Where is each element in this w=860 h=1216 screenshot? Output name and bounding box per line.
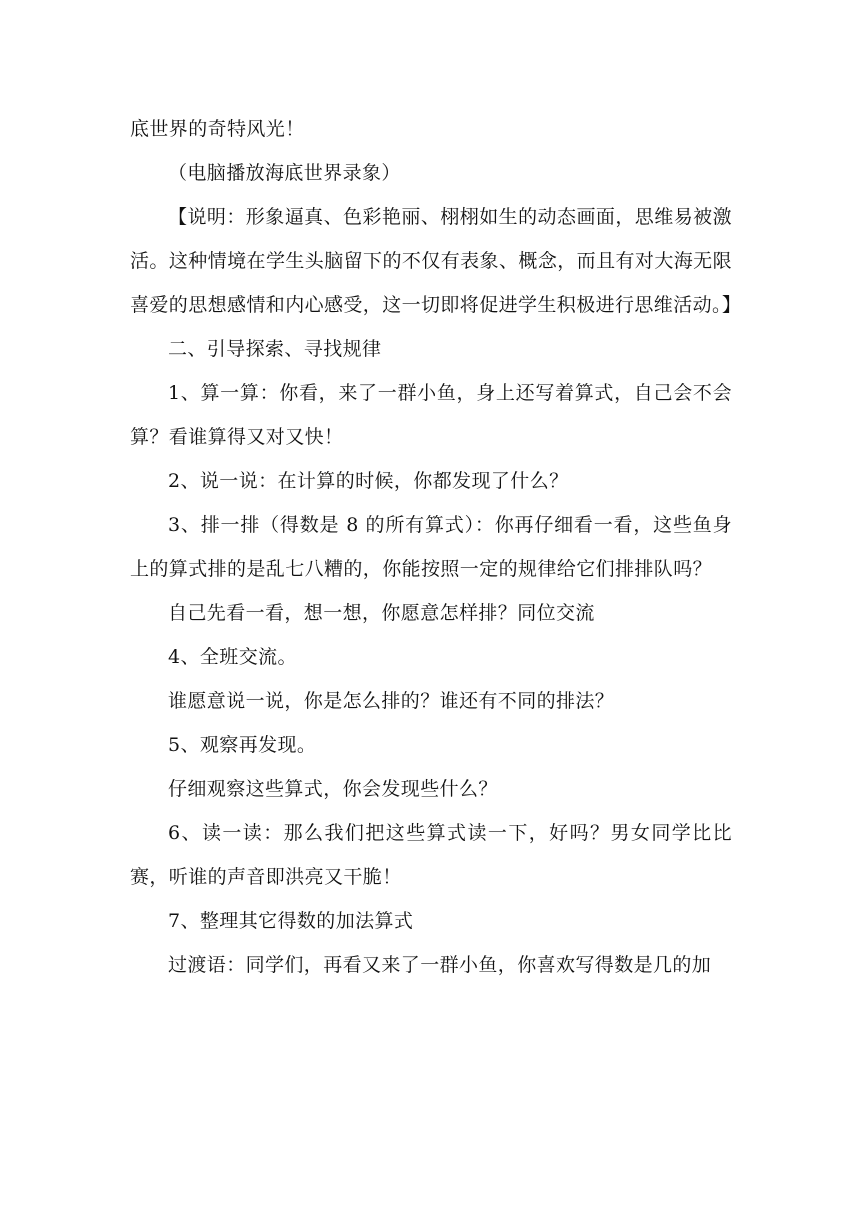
- paragraph-8: 自己先看一看，想一想，你愿意怎样排？同位交流: [168, 602, 595, 624]
- paragraph-6: 2、说一说：在计算的时候，你都发现了什么？: [168, 470, 569, 492]
- paragraph-13: 6、读一读：那么我们把这些算式读一下，好吗？男女同学比比赛，听谁的声音即洪亮又干脆！: [130, 822, 732, 888]
- document-body: [130, 107, 742, 987]
- paragraph-9: 4、全班交流。: [168, 646, 297, 668]
- paragraph-1: 底世界的奇特风光！: [130, 118, 305, 140]
- paragraph-4: 二、引导探索、寻找规律: [168, 338, 382, 360]
- paragraph-3: 【说明：形象逼真、色彩艳丽、栩栩如生的动态画面，思维易被激活。这种情境在学生头脑留下的不仅有表象、概念，而且有对大海无限喜爱的思想感情和内心感受，这一切即将促进学生积极进行思维活动。】: [130, 206, 742, 316]
- paragraph-14: 7、整理其它得数的加法算式: [168, 910, 414, 932]
- paragraph-5: 1、算一算：你看，来了一群小鱼，身上还写着算式，自己会不会算？看谁算得又对又快！: [130, 382, 732, 448]
- paragraph-7: 3、排一排（得数是 8 的所有算式）：你再仔细看一看，这些鱼身上的算式排的是乱七八糟的，你能按照一定的规律给它们排排队吗？: [130, 514, 732, 580]
- paragraph-10: 谁愿意说一说，你是怎么排的？谁还有不同的排法？: [168, 690, 615, 712]
- paragraph-15: 过渡语：同学们，再看又来了一群小鱼，你喜欢写得数是几的加: [168, 954, 712, 976]
- paragraph-12: 仔细观察这些算式，你会发现些什么？: [168, 778, 498, 800]
- paragraph-11: 5、观察再发现。: [168, 734, 317, 756]
- paragraph-2: （电脑播放海底世界录象）: [168, 162, 401, 184]
